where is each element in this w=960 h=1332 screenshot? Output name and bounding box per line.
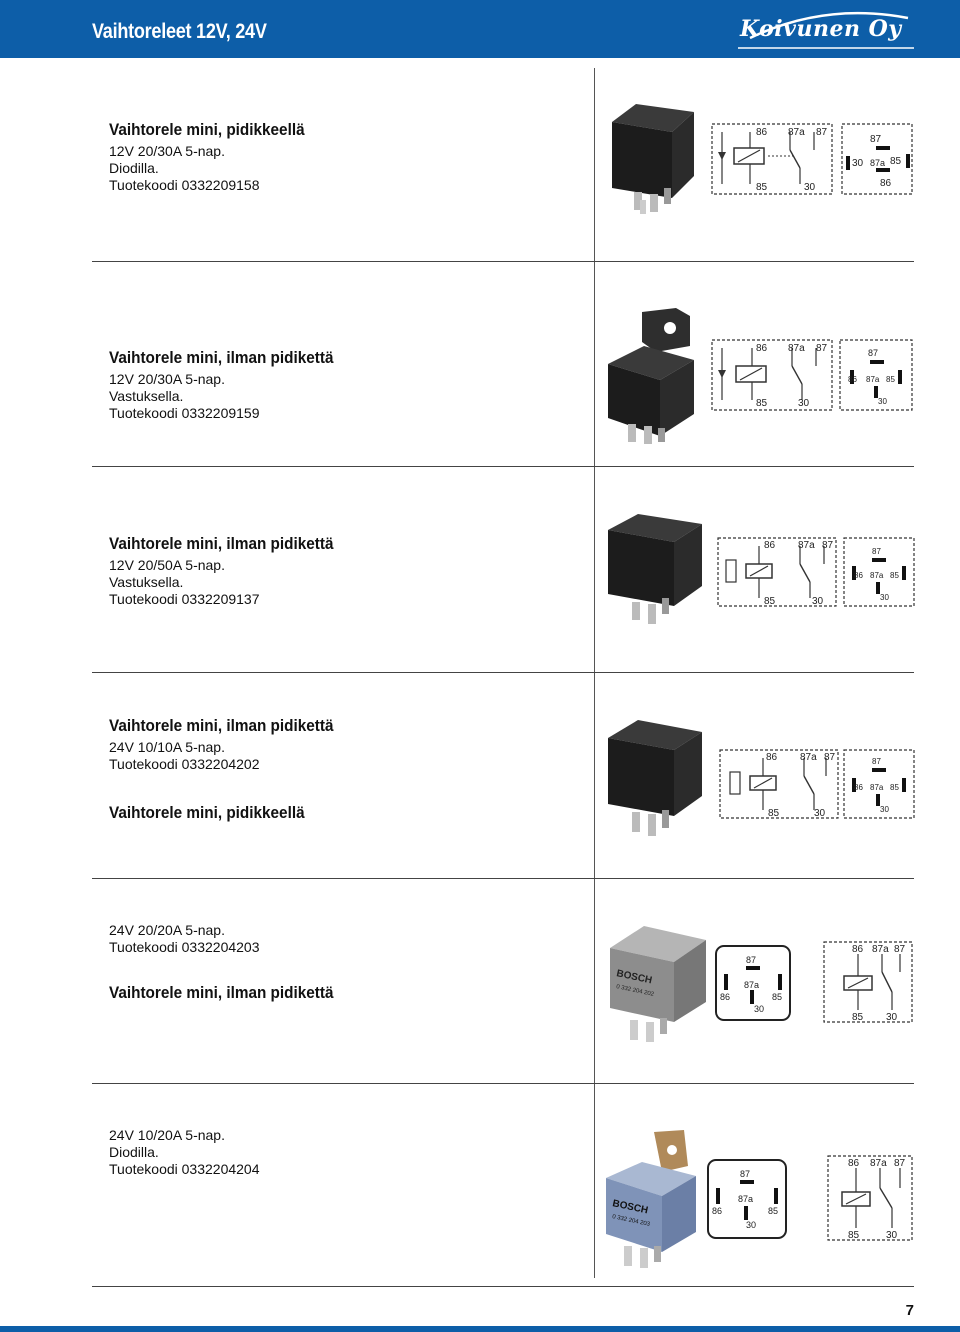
part-number-label: 0 332 204 203 xyxy=(611,1214,651,1228)
circuit-diagram xyxy=(826,1154,914,1242)
pin-label: 87 xyxy=(894,944,906,955)
pin-label: 86 xyxy=(880,178,892,189)
relay-image xyxy=(604,510,704,628)
pinout-diagram xyxy=(842,748,916,820)
product-note: Vastuksella. xyxy=(109,574,184,590)
circuit-diagram xyxy=(710,122,834,196)
circuit-diagram xyxy=(710,338,834,412)
product-title: Vaihtorele mini, pidikkeellä xyxy=(109,120,305,139)
pin-label: 30 xyxy=(812,596,824,607)
product-note: Diodilla. xyxy=(109,1144,159,1160)
part-number-label: 0 332 204 202 xyxy=(615,984,655,998)
pin-label: 87 xyxy=(870,134,882,145)
pin-label: 30 xyxy=(746,1220,757,1230)
pin-label: 87 xyxy=(824,752,836,763)
product-6 xyxy=(109,1127,579,1178)
page-header xyxy=(0,0,960,58)
pin-label: 86 xyxy=(852,944,864,955)
pin-label: 87 xyxy=(740,1169,751,1179)
product-title: Vaihtorele mini, ilman pidikettä xyxy=(109,534,334,553)
row-divider xyxy=(92,1286,914,1287)
pin-label: 85 xyxy=(756,398,768,409)
pin-label: 30 xyxy=(852,158,864,169)
product-spec: 12V 20/50A 5-nap. xyxy=(109,557,225,573)
pin-label: 86 xyxy=(766,752,778,763)
pin-label: 85 xyxy=(764,596,776,607)
product-code: Tuotekoodi 0332209137 xyxy=(109,591,260,607)
product-spec: 24V 10/20A 5-nap. xyxy=(109,1127,225,1143)
page-title: Vaihtoreleet 12V, 24V xyxy=(92,20,267,43)
product-spec: 24V 20/20A 5-nap. xyxy=(109,922,225,938)
pin-label: 87a xyxy=(870,158,886,168)
product-code: Tuotekoodi 0332209159 xyxy=(109,405,260,421)
brand-label: BOSCH xyxy=(611,1198,649,1217)
pin-label: 87a xyxy=(798,540,815,551)
pin-label: 87a xyxy=(788,127,805,138)
pin-label: 87a xyxy=(870,571,884,580)
pin-label: 87a xyxy=(788,343,805,354)
pin-label: 87a xyxy=(872,944,889,955)
pin-label: 85 xyxy=(890,783,899,792)
pin-label: 30 xyxy=(886,1012,898,1023)
product-code: Tuotekoodi 0332204204 xyxy=(109,1161,260,1177)
product-note: Vastuksella. xyxy=(109,388,184,404)
pin-label: 87a xyxy=(738,1194,754,1204)
pin-label: 85 xyxy=(848,1230,860,1241)
pin-label: 86 xyxy=(712,1206,723,1216)
pin-label: 86 xyxy=(854,571,863,580)
relay-image xyxy=(606,100,698,218)
row-divider xyxy=(92,1083,914,1084)
pin-label: 87 xyxy=(816,343,828,354)
product-5 xyxy=(109,922,579,956)
logo-text: Koivunen Oy xyxy=(740,16,902,42)
column-divider xyxy=(594,68,595,1278)
circuit-diagram xyxy=(716,536,838,608)
pin-label: 86 xyxy=(720,992,731,1002)
product-2 xyxy=(109,348,579,422)
product-4 xyxy=(109,716,579,773)
pinout-diagram xyxy=(706,1158,788,1240)
pin-label: 87a xyxy=(744,980,760,990)
pin-label: 87a xyxy=(870,783,884,792)
pin-label: 85 xyxy=(890,571,899,580)
row-divider xyxy=(92,466,914,467)
product-note: Diodilla. xyxy=(109,160,159,176)
circuit-diagram xyxy=(822,940,914,1024)
pin-label: 86 xyxy=(854,783,863,792)
pin-label: 30 xyxy=(886,1230,898,1241)
product-spec: 12V 20/30A 5-nap. xyxy=(109,143,225,159)
product-spec: 12V 20/30A 5-nap. xyxy=(109,371,225,387)
pin-label: 30 xyxy=(754,1004,765,1014)
relay-image xyxy=(604,306,700,446)
product-spec: 24V 10/10A 5-nap. xyxy=(109,739,225,755)
pin-label: 87 xyxy=(746,955,757,965)
relay-image xyxy=(604,922,708,1046)
product-title: Vaihtorele mini, ilman pidikettä xyxy=(109,983,334,1002)
pin-label: 86 xyxy=(756,343,768,354)
pin-label: 30 xyxy=(814,808,826,819)
pin-label: 85 xyxy=(768,1206,779,1216)
relay-image xyxy=(602,1128,698,1272)
pin-label: 85 xyxy=(890,156,902,167)
circuit-diagram xyxy=(718,748,840,820)
pin-label: 86 xyxy=(848,375,857,384)
pin-label: 87a xyxy=(866,375,880,384)
pin-label: 30 xyxy=(878,397,887,406)
pin-label: 86 xyxy=(848,1158,860,1169)
row-divider xyxy=(92,672,914,673)
pinout-diagram xyxy=(840,122,914,196)
pin-label: 85 xyxy=(768,808,780,819)
pin-label: 87 xyxy=(868,348,879,358)
footer-bar xyxy=(0,1326,960,1332)
pin-label: 30 xyxy=(798,398,810,409)
pinout-diagram xyxy=(838,338,914,412)
pin-label: 85 xyxy=(886,375,895,384)
company-logo xyxy=(730,8,920,52)
product-3 xyxy=(109,534,579,608)
row-divider xyxy=(92,261,914,262)
page-number: 7 xyxy=(905,1302,914,1319)
product-code: Tuotekoodi 0332204203 xyxy=(109,939,260,955)
pin-label: 86 xyxy=(756,127,768,138)
pin-label: 87a xyxy=(800,752,817,763)
product-title: Vaihtorele mini, ilman pidikettä xyxy=(109,716,334,735)
pin-label: 87 xyxy=(872,547,881,556)
product-1 xyxy=(109,120,579,194)
pin-label: 85 xyxy=(756,182,768,193)
pin-label: 30 xyxy=(880,593,889,602)
brand-label: BOSCH xyxy=(615,968,653,987)
pin-label: 87 xyxy=(872,757,881,766)
relay-image xyxy=(604,716,704,846)
pin-label: 30 xyxy=(880,805,889,814)
pin-label: 85 xyxy=(852,1012,864,1023)
pin-label: 30 xyxy=(804,182,816,193)
row-divider xyxy=(92,878,914,879)
product-code: Tuotekoodi 0332204202 xyxy=(109,756,260,772)
product-title: Vaihtorele mini, ilman pidikettä xyxy=(109,348,334,367)
pin-label: 87a xyxy=(870,1158,887,1169)
pin-label: 87 xyxy=(816,127,828,138)
pin-label: 86 xyxy=(764,540,776,551)
product-code: Tuotekoodi 0332209158 xyxy=(109,177,260,193)
pin-label: 87 xyxy=(894,1158,906,1169)
pin-label: 87 xyxy=(822,540,834,551)
pinout-diagram xyxy=(842,536,916,608)
product-title: Vaihtorele mini, pidikkeellä xyxy=(109,803,305,822)
pinout-diagram xyxy=(714,944,792,1022)
pin-label: 85 xyxy=(772,992,783,1002)
